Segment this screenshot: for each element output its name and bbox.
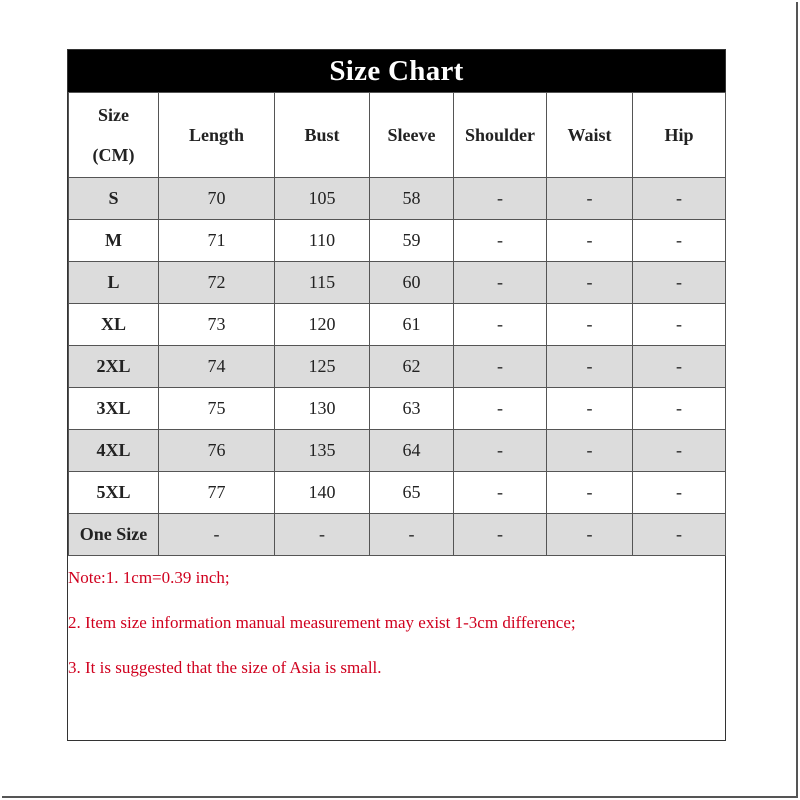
cell-length: 76	[159, 430, 275, 472]
table-row	[69, 346, 726, 388]
cell-hip: -	[633, 346, 726, 388]
cell-size: 5XL	[69, 472, 159, 514]
cell-bust: -	[275, 514, 370, 556]
table-body	[69, 178, 726, 556]
cell-length: 77	[159, 472, 275, 514]
cell-shoulder: -	[454, 304, 547, 346]
cell-shoulder: -	[454, 178, 547, 220]
cell-waist: -	[547, 514, 633, 556]
cell-size: 3XL	[69, 388, 159, 430]
header-size	[69, 93, 159, 178]
cell-sleeve: 58	[370, 178, 454, 220]
cell-shoulder: -	[454, 388, 547, 430]
cell-waist: -	[547, 262, 633, 304]
cell-sleeve: 62	[370, 346, 454, 388]
cell-waist: -	[547, 220, 633, 262]
table-row	[69, 304, 726, 346]
note-3: 3. It is suggested that the size of Asia is small.	[68, 658, 382, 677]
header-sleeve: Sleeve	[370, 93, 454, 178]
header-size-line1: Size	[98, 105, 129, 125]
cell-waist: -	[547, 178, 633, 220]
cell-bust: 140	[275, 472, 370, 514]
cell-shoulder: -	[454, 430, 547, 472]
header-waist: Waist	[547, 93, 633, 178]
table-row	[69, 514, 726, 556]
cell-waist: -	[547, 472, 633, 514]
cell-shoulder: -	[454, 262, 547, 304]
header-shoulder: Shoulder	[454, 93, 547, 178]
cell-sleeve: 59	[370, 220, 454, 262]
table-row	[69, 472, 726, 514]
cell-length: 73	[159, 304, 275, 346]
cell-length: -	[159, 514, 275, 556]
cell-length: 74	[159, 346, 275, 388]
cell-bust: 115	[275, 262, 370, 304]
table-row	[69, 262, 726, 304]
header-row	[69, 93, 726, 178]
cell-shoulder: -	[454, 220, 547, 262]
table-row	[69, 220, 726, 262]
cell-waist: -	[547, 346, 633, 388]
cell-sleeve: 65	[370, 472, 454, 514]
cell-hip: -	[633, 304, 726, 346]
cell-size: S	[69, 178, 159, 220]
cell-waist: -	[547, 388, 633, 430]
cell-waist: -	[547, 304, 633, 346]
cell-sleeve: 60	[370, 262, 454, 304]
cell-hip: -	[633, 430, 726, 472]
cell-bust: 120	[275, 304, 370, 346]
cell-hip: -	[633, 178, 726, 220]
cell-shoulder: -	[454, 472, 547, 514]
cell-shoulder: -	[454, 346, 547, 388]
note-1: Note:1. 1cm=0.39 inch;	[68, 568, 230, 587]
header-bust: Bust	[275, 93, 370, 178]
cell-size: XL	[69, 304, 159, 346]
cell-hip: -	[633, 388, 726, 430]
cell-bust: 130	[275, 388, 370, 430]
note-2: 2. Item size information manual measurement may exist 1-3cm difference;	[68, 613, 576, 632]
cell-bust: 105	[275, 178, 370, 220]
table-row	[69, 388, 726, 430]
cell-waist: -	[547, 430, 633, 472]
table-row	[69, 430, 726, 472]
size-table	[68, 92, 726, 556]
cell-length: 71	[159, 220, 275, 262]
cell-bust: 110	[275, 220, 370, 262]
chart-title: Size Chart	[68, 50, 725, 92]
cell-length: 72	[159, 262, 275, 304]
cell-hip: -	[633, 262, 726, 304]
cell-size: One Size	[69, 514, 159, 556]
cell-hip: -	[633, 220, 726, 262]
cell-size: M	[69, 220, 159, 262]
table-row	[69, 178, 726, 220]
cell-sleeve: 64	[370, 430, 454, 472]
cell-hip: -	[633, 472, 726, 514]
cell-sleeve: 61	[370, 304, 454, 346]
cell-size: 2XL	[69, 346, 159, 388]
cell-bust: 125	[275, 346, 370, 388]
cell-size: L	[69, 262, 159, 304]
cell-size: 4XL	[69, 430, 159, 472]
header-length: Length	[159, 93, 275, 178]
header-size-line2: (CM)	[92, 145, 135, 165]
cell-shoulder: -	[454, 514, 547, 556]
header-hip: Hip	[633, 93, 726, 178]
cell-sleeve: -	[370, 514, 454, 556]
cell-hip: -	[633, 514, 726, 556]
cell-length: 70	[159, 178, 275, 220]
notes	[68, 556, 725, 697]
cell-sleeve: 63	[370, 388, 454, 430]
size-chart	[67, 49, 726, 741]
cell-bust: 135	[275, 430, 370, 472]
cell-length: 75	[159, 388, 275, 430]
